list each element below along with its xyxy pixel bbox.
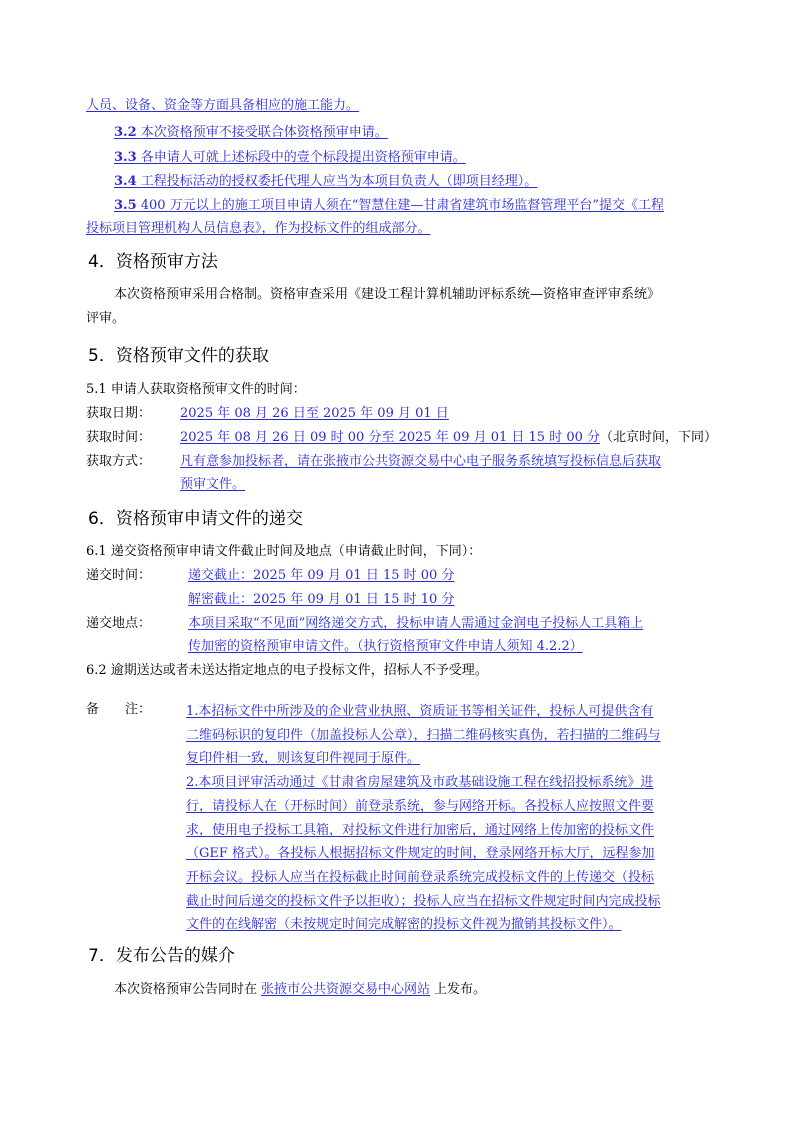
section-7-heading: 7．发布公告的媒介 — [88, 946, 235, 966]
obtain-method-label: 获取方式： — [86, 454, 152, 469]
clause-number: 3.2 — [114, 125, 137, 140]
clause-3-4 — [114, 172, 537, 192]
section-6-heading: 6．资格预审申请文件的递交 — [88, 509, 303, 529]
section-4-text-line1: 本次资格预审采用合格制。资格审查采用《建设工程计算机辅助评标系统—资格审查评审系统》 — [114, 287, 661, 302]
section-4-text-line2: 评审。 — [86, 311, 126, 326]
obtain-method-line2: 预审文件。 — [180, 477, 246, 492]
section-6-2: 6.2 逾期送达或者未送达指定地点的电子投标文件，招标人不予受理。 — [86, 663, 488, 678]
clause-text: 本次资格预审不接受联合体资格预审申请。 — [140, 125, 388, 140]
section-5-heading: 5．资格预审文件的获取 — [88, 346, 269, 366]
section-7-suffix: 上发布。 — [434, 982, 487, 997]
submit-place-label: 递交地点： — [86, 616, 152, 631]
clause-3-5-continued: 投标项目管理机构人员信息表》，作为投标文件的组成部分。 — [86, 221, 431, 236]
submit-time-label: 递交时间： — [86, 568, 152, 583]
clause-3-2 — [114, 123, 388, 143]
remarks-label: 备 注： — [86, 702, 152, 717]
submit-place-line2: 传加密的资格预审申请文件。（执行资格预审文件申请人须知 4.2.2） — [188, 639, 583, 654]
obtain-date-value: 2025 年 08 月 26 日至 2025 年 09 月 01 日 — [180, 406, 449, 421]
clause-number: 3.5 — [114, 198, 137, 213]
remarks-line: 1.本招标文件中所涉及的企业营业执照、资质证书等相关证件，投标人可提供含有 — [186, 704, 654, 719]
remarks-line: 2.本项目评审活动通过《甘肃省房屋建筑及市政基础设施工程在线招投标系统》进 — [186, 775, 654, 791]
remarks-line: 复印件相一致，则该复印件视同于原件。 — [186, 751, 421, 767]
obtain-time-label: 获取时间： — [86, 430, 152, 445]
remarks-line: 文件的在线解密（未按规定时间完成解密的投标文件视为撤销其投标文件）。 — [186, 917, 622, 933]
clause-text: 工程投标活动的授权委托代理人应当为本项目负责人（即项目经理）。 — [140, 174, 538, 189]
remarks-line: 行，请投标人在（开标时间）前登录系统，参与网络开标。各投标人应按照文件要 — [186, 798, 655, 814]
media-website-link[interactable]: 张掖市公共资源交易中心网站 — [261, 982, 431, 997]
section-7-prefix: 本次资格预审公告同时在 — [114, 982, 258, 997]
clause-text: 各申请人可就上述标段中的壹个标段提出资格预审申请。 — [140, 150, 466, 165]
obtain-date-label: 获取日期： — [86, 406, 152, 421]
section-4-heading: 4．资格预审方法 — [88, 252, 218, 272]
obtain-method-line1: 凡有意参加投标者，请在张掖市公共资源交易中心电子服务系统填写投标信息后获取 — [180, 454, 662, 469]
section-6-1-intro: 6.1 递交资格预审申请文件截止时间及地点（申请截止时间，下同）： — [86, 544, 482, 559]
section-7-text — [114, 980, 486, 1000]
obtain-time-row — [180, 428, 717, 448]
obtain-time-note: （北京时间，下同） — [600, 430, 718, 445]
qualification-line-continued: 人员、设备、资金等方面具备相应的施工能力。 — [86, 98, 360, 113]
remarks-line: 开标会议。投标人应当在投标截止时间前登录系统完成投标文件的上传递交（投标 — [186, 869, 655, 885]
remarks-line: 截止时间后递交的投标文件予以拒收）；投标人应当在招标文件规定时间内完成投标 — [186, 893, 661, 909]
clause-text: 400 万元以上的施工项目申请人须在“智慧住建—甘肃省建筑市场监督管理平台”提交《工程 — [140, 198, 665, 213]
remarks-line: （GEF 格式）。各投标人根据招标文件规定的时间，登录网络开标大厅，远程参加 — [186, 846, 655, 862]
remarks-line: 求，使用电子投标工具箱，对投标文件进行加密后，通过网络上传加密的投标文件 — [186, 822, 655, 838]
obtain-time-value: 2025 年 08 月 26 日 09 时 00 分至 2025 年 09 月 01 日 15 时 00 分 — [180, 430, 601, 445]
clause-number: 3.4 — [114, 174, 137, 189]
decrypt-deadline: 解密截止：2025 年 09 月 01 日 15 时 10 分 — [188, 592, 455, 607]
submit-deadline: 递交截止：2025 年 09 月 01 日 15 时 00 分 — [188, 568, 455, 583]
remarks-body — [186, 700, 661, 937]
remarks-line: 二维码标识的复印件（加盖投标人公章），扫描二维码核实真伪，若扫描的二维码与 — [186, 727, 661, 743]
clause-3-5 — [114, 196, 664, 216]
clause-3-3 — [114, 148, 466, 168]
clause-number: 3.3 — [114, 150, 137, 165]
section-5-1-intro: 5.1 申请人获取资格预审文件的时间： — [86, 382, 306, 397]
submit-place-line1: 本项目采取“不见面”网络递交方式，投标申请人需通过金润电子投标人工具箱上 — [188, 616, 644, 631]
